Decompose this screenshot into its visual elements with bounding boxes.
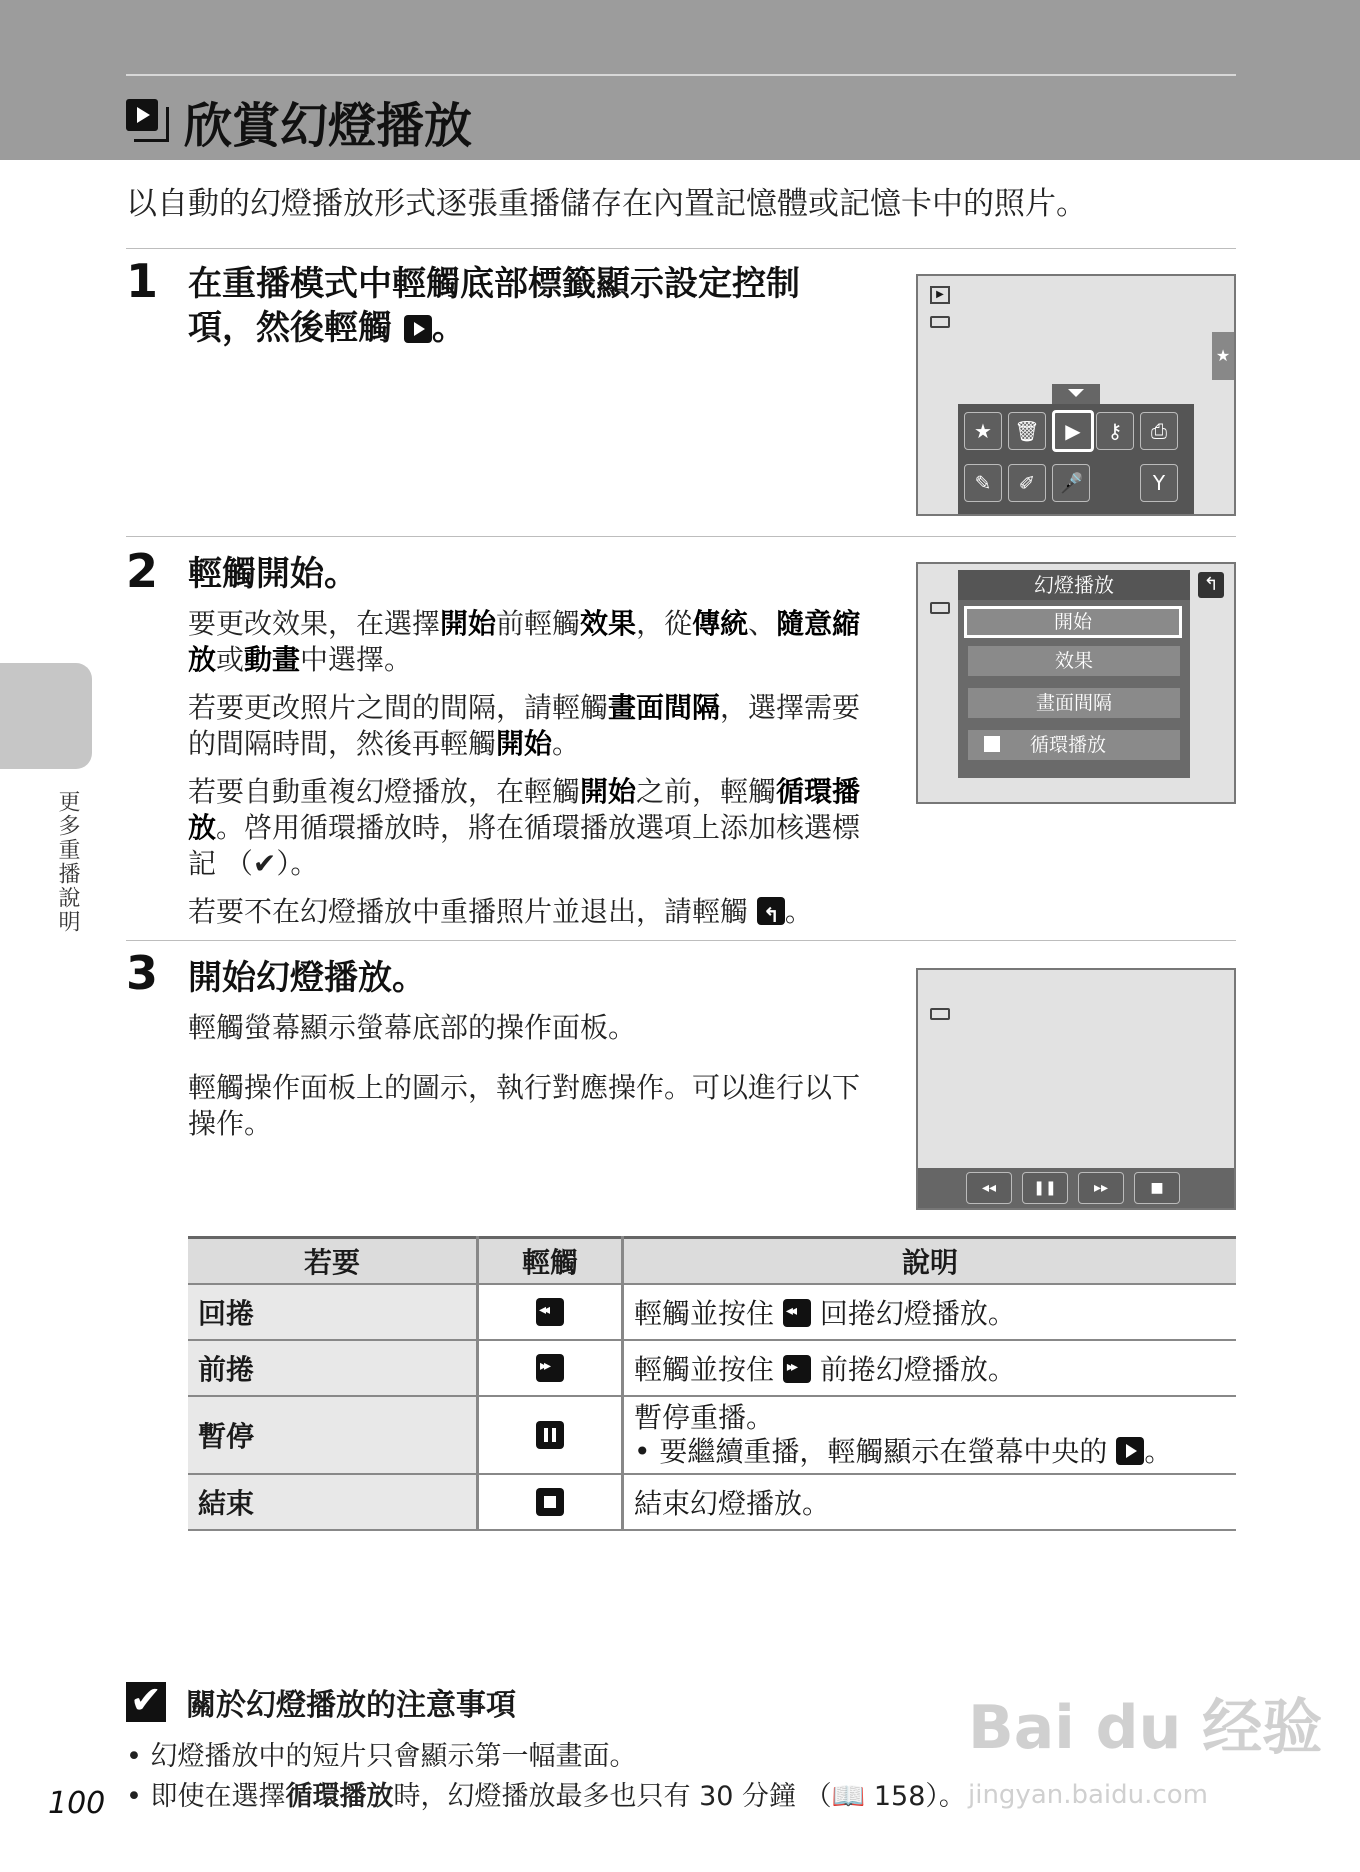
table-cell-desc: 輕觸並按住 ▸▸ 前捲幻燈播放。 [623,1340,1237,1396]
chevron-down-icon[interactable] [1052,384,1100,404]
camera-screen-playback [916,968,1236,1210]
step2-paragraph-4: 若要不在幻燈播放中重播照片並退出，請輕觸 ↰ 。 [188,894,878,930]
header-rule [126,74,1236,76]
camera-screen-slideshow-menu [916,562,1236,804]
chapter-header [0,0,1360,160]
edit-icon[interactable]: ✐ [1008,464,1046,502]
settings-panel [958,404,1194,514]
checkmark-icon: ✔ [252,847,277,880]
step-number: 2 [126,544,159,598]
table-cell-desc: 暫停重播。 • 要繼續重播，輕觸顯示在螢幕中央的 。 [623,1396,1237,1474]
play-mode-icon: ▶ [930,286,950,304]
table-row [188,1340,1236,1396]
rewind-icon [783,1299,811,1327]
table-cell-icon [478,1474,623,1530]
pause-icon[interactable]: ❚❚ [1022,1172,1068,1204]
control-panel [918,1168,1234,1208]
menu-item-start[interactable]: 開始 [964,606,1182,638]
table-row [188,1474,1236,1530]
rewind-icon [536,1298,564,1326]
step3-paragraph-1: 輕觸螢幕顯示螢幕底部的操作面板。 [188,1011,637,1044]
step3-paragraph-2: 輕觸操作面板上的圖示，執行對應操作。可以進行以下操作。 [188,1071,861,1140]
key-icon[interactable]: ⚷ [1096,412,1134,450]
watermark-logo: Bai du 经验 [968,1693,1323,1763]
slideshow-icon [404,315,432,343]
step2-paragraph-1: 要更改效果，在選擇開始前輕觸效果，從傳統、隨意縮放或動畫中選擇。 [188,607,861,676]
print-icon[interactable]: ⎙ [1140,412,1178,450]
menu-item-interval[interactable]: 畫面間隔 [968,688,1180,718]
step1-title-line1: 在重播模式中輕觸底部標籤顯示設定控制 [188,264,800,304]
trash-icon[interactable]: 🗑 [1008,412,1046,450]
memory-icon [930,316,950,328]
step-number: 1 [126,254,159,308]
table-header: 輕觸 [478,1238,623,1285]
table-header: 說明 [623,1238,1237,1285]
camera-screen-menu [916,274,1236,516]
page-title-text: 欣賞幻燈播放 [184,97,473,154]
table-cell-action: 暫停 [188,1396,478,1474]
play-icon [1116,1437,1144,1465]
note-title [126,1680,516,1724]
step-number: 3 [126,946,159,1000]
note-bullet-1: • 幻燈播放中的短片只會顯示第一幅畫面。 [126,1741,637,1772]
rewind-icon[interactable]: ◂◂ [966,1172,1012,1204]
page-number: 100 [48,1786,106,1821]
table-row [188,1396,1236,1474]
watermark-url: jingyan.baidu.com [968,1780,1208,1810]
note-title-text: 關於幻燈播放的注意事項 [186,1688,516,1723]
book-icon: 📖 [831,1781,866,1812]
divider [126,940,1236,941]
divider [126,536,1236,537]
return-icon[interactable]: ↰ [1198,572,1224,598]
table-cell-action: 回捲 [188,1284,478,1340]
slideshow-icon [126,99,170,143]
step1-title [188,262,800,350]
step3-title: 開始幻燈播放。 [188,958,426,998]
fast-forward-icon[interactable]: ▸▸ [1078,1172,1124,1204]
note-bullet-2: • 即使在選擇循環播放時，幻燈播放最多也只有 30 分鐘 （📖 158）。 [126,1781,966,1812]
menu-header: 幻燈播放 [958,570,1190,600]
microphone-icon[interactable]: 🎤 [1052,464,1090,502]
slideshow-icon[interactable]: ▶ [1052,410,1094,452]
table-header: 若要 [188,1238,478,1285]
table-row [188,1284,1236,1340]
side-tab [0,663,92,769]
operations-table [188,1236,1236,1531]
check-icon [126,1682,166,1722]
stop-icon[interactable]: ■ [1134,1172,1180,1204]
loop-checkbox[interactable] [984,736,1000,752]
table-cell-action: 前捲 [188,1340,478,1396]
pause-icon [536,1421,564,1449]
pencil-icon[interactable]: ✎ [964,464,1002,502]
step2-title: 輕觸開始。 [188,554,358,594]
star-tab-icon[interactable]: ★ [1212,332,1234,380]
step2-paragraph-2: 若要更改照片之間的間隔，請輕觸畫面間隔，選擇需要的間隔時間，然後再輕觸開始。 [188,691,861,760]
favorite-icon[interactable]: ★ [964,412,1002,450]
menu-list [958,600,1190,778]
menu-item-loop-label: 循環播放 [1030,734,1107,756]
intro-text: 以自動的幻燈播放形式逐張重播儲存在內置記憶體或記憶卡中的照片。 [126,186,1087,222]
table-cell-icon [478,1340,623,1396]
step1-title-line2: 項，然後輕觸 。 [188,308,466,348]
menu-item-effect[interactable]: 效果 [968,646,1180,676]
table-cell-icon [478,1284,623,1340]
fast-forward-icon [783,1355,811,1383]
stop-icon [536,1488,564,1516]
table-cell-icon [478,1396,623,1474]
divider [126,248,1236,249]
return-icon [757,897,785,925]
fast-forward-icon [536,1354,564,1382]
step2-paragraph-3: 若要自動重複幻燈播放，在輕觸開始之前，輕觸循環播放。啓用循環播放時，將在循環播放選項上添加核選標記 （✔）。 [188,775,861,880]
table-cell-desc: 輕觸並按住 ◂◂ 回捲幻燈播放。 [623,1284,1237,1340]
table-cell-desc: 結束幻燈播放。 [623,1474,1237,1530]
table-cell-action: 結束 [188,1474,478,1530]
page-title [126,86,472,156]
memory-icon [930,1008,950,1020]
wrench-icon[interactable]: Y [1140,464,1178,502]
memory-icon [930,602,950,614]
side-tab-label: 更多重播說明 [55,790,80,934]
menu-item-loop[interactable] [968,730,1180,760]
